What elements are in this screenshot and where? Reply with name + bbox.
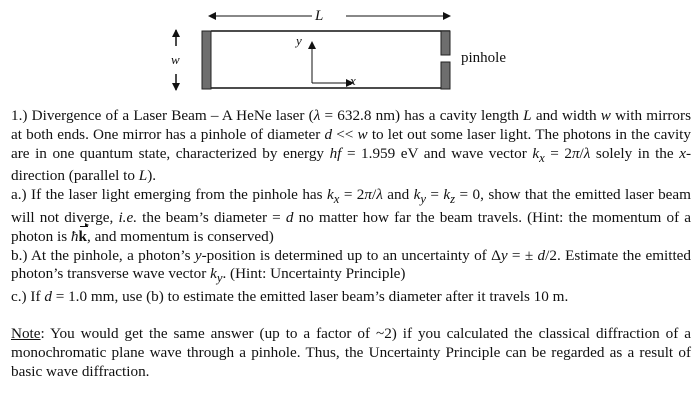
problem-intro: 1.) Divergence of a Laser Beam – A HeNe laser (λ = 632.8 nm) has a cavity length L and width w with mirrors at both ends. One mirror has a pinhole of diameter d << w to let out some laser light. The photons in the cavity are in one quantum state, characterized by energy hf = 1.959 eV and wave vector $k_x = 2\pi/\lambda$ solely in the x-direction (parallel to L).: [11, 107, 691, 185]
width-label: w: [171, 52, 180, 67]
y-axis-label: y: [296, 33, 302, 48]
note-paragraph: [11, 325, 691, 381]
right-mirror-lower: [441, 62, 450, 89]
laser-cavity-diagram: [0, 0, 700, 108]
note-text: : You would get the same answer (up to a factor of ~2) if you calculated the classical diffraction of a monochromatic plane wave through a pinhole. Thus, the Uncertainty Principle can be regarded as a result of basic wave diffraction.: [11, 325, 691, 380]
pinhole-label: pinhole: [461, 50, 506, 66]
note-label: Note: [11, 325, 41, 343]
problem-part-c: c.) If d = 1.0 mm, use (b) to estimate the emitted laser beam’s diameter after it travels 10 m.: [11, 288, 569, 306]
x-axis-label: x: [350, 73, 356, 88]
problem-text: [11, 107, 691, 381]
problem-part-a: a.) If the laser light emerging from the pinhole has $k_x = 2\pi/\lambda$ and $k_y = k_z = 0$, show that the emitted laser beam will not diverge, i.e. the beam’s diameter = d no matter how far the beam travels. (Hint: the momentum of a photon is ħk, and momentum is conserved): [11, 186, 691, 245]
length-label: L: [315, 8, 324, 24]
problem-part-b: b.) At the pinhole, a photon’s y-position is determined up to an uncertainty of Δy = ± d/2. Estimate the emitted photon’s transverse wave vector $k_y$. (Hint: Uncertainty Principle): [11, 246, 692, 286]
right-mirror-upper: [441, 31, 450, 55]
left-mirror: [202, 31, 211, 89]
